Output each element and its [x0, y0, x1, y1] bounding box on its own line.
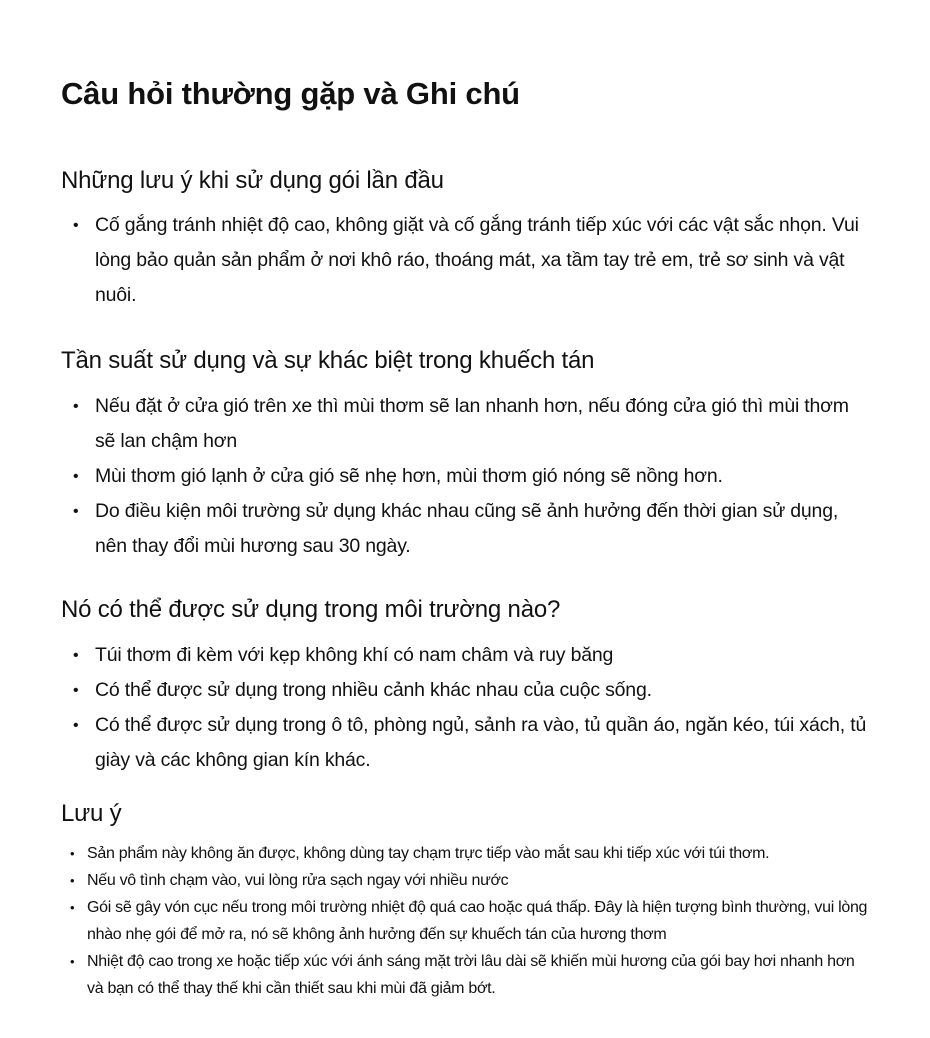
notes-list [61, 840, 870, 1002]
section-title-first-use: Những lưu ý khi sử dụng gói lần đầu [61, 167, 444, 194]
list-item: • Có thể được sử dụng trong ô tô, phòng ngủ, sảnh ra vào, tủ quần áo, ngăn kéo, túi xách, tủ giày và các không gian kín khác. [61, 708, 870, 778]
first-use-list [61, 208, 870, 313]
list-item: • Do điều kiện môi trường sử dụng khác nhau cũng sẽ ảnh hưởng đến thời gian sử dụng, nên thay đổi mùi hương sau 30 ngày. [61, 494, 870, 564]
list-item: • Nếu vô tình chạm vào, vui lòng rửa sạch ngay với nhiều nước [61, 867, 870, 894]
section-title-notes: Lưu ý [61, 800, 122, 827]
page-title: Câu hỏi thường gặp và Ghi chú [61, 76, 520, 111]
list-item: • Cố gắng tránh nhiệt độ cao, không giặt và cố gắng tránh tiếp xúc với các vật sắc nhọn. Vui lòng bảo quản sản phẩm ở nơi khô ráo, thoáng mát, xa tầm tay trẻ em, trẻ sơ sinh và vật nuôi. [61, 208, 870, 313]
environment-list [61, 638, 870, 778]
list-item: • Có thể được sử dụng trong nhiều cảnh khác nhau của cuộc sống. [61, 673, 870, 708]
list-item: • Túi thơm đi kèm với kẹp không khí có nam châm và ruy băng [61, 638, 870, 673]
list-item: • Mùi thơm gió lạnh ở cửa gió sẽ nhẹ hơn, mùi thơm gió nóng sẽ nồng hơn. [61, 459, 870, 494]
frequency-list [61, 389, 870, 564]
list-item: • Sản phẩm này không ăn được, không dùng tay chạm trực tiếp vào mắt sau khi tiếp xúc với túi thơm. [61, 840, 870, 867]
section-title-frequency: Tần suất sử dụng và sự khác biệt trong khuếch tán [61, 347, 595, 374]
list-item: • Nhiệt độ cao trong xe hoặc tiếp xúc với ánh sáng mặt trời lâu dài sẽ khiến mùi hương của gói bay hơi nhanh hơn và bạn có thể thay thế khi cần thiết sau khi mùi đã giảm bớt. [61, 948, 870, 1002]
list-item: • Nếu đặt ở cửa gió trên xe thì mùi thơm sẽ lan nhanh hơn, nếu đóng cửa gió thì mùi thơm sẽ lan chậm hơn [61, 389, 870, 459]
section-title-environment: Nó có thể được sử dụng trong môi trường nào? [61, 596, 561, 623]
list-item: • Gói sẽ gây vón cục nếu trong môi trường nhiệt độ quá cao hoặc quá thấp. Đây là hiện tượng bình thường, vui lòng nhào nhẹ gói để mở ra, nó sẽ không ảnh hưởng đến sự khuếch tán của hương thơm [61, 894, 870, 948]
